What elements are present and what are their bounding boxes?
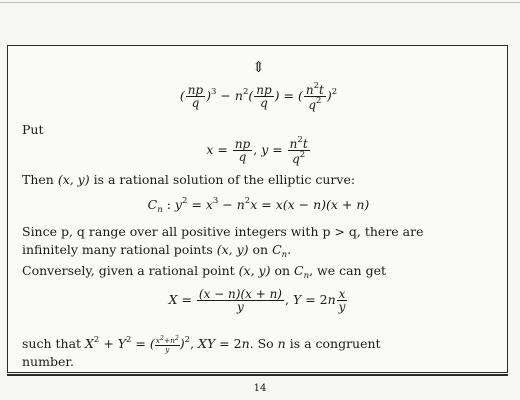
- page-number: 14: [253, 383, 267, 394]
- put-label: Put: [22, 122, 44, 137]
- then-line: Then (x, y) is a rational solution of the elliptic curve:: [22, 172, 356, 187]
- top-rule: [0, 2, 520, 3]
- equation-substitution: x = $\frac{np}{q}$ , y = $\frac{n^2t}{q^2}$: [206, 135, 308, 166]
- iff-arrow: ⇕: [252, 58, 265, 76]
- number-line: number.: [22, 354, 74, 369]
- equation-converse: X = $\frac{(x - n)(x + n)}{y}$ , Y = 2n $\frac{x}{y}$: [168, 287, 346, 314]
- equation-elliptic-curve: $C_n$ : $y^2 = x^3 - n^2x = x(x - n)(x + n)$: [147, 196, 370, 215]
- infinitely-line: infinitely many rational points (x, y) on $C_n$.: [22, 242, 292, 260]
- slide-frame: [7, 45, 508, 373]
- equation-rational-identity: ( $\frac{np}{q}$ )$^3 - n^2$( $\frac{np}{q}$ ) = ( $\frac{n^2t}{q^2}$ )$^2$: [179, 81, 338, 112]
- conversely-line: Conversely, given a rational point (x, y) on $C_n$, we can get: [22, 263, 386, 281]
- since-line: Since p, q range over all positive integers with p > q, there are: [22, 224, 424, 239]
- slide-bottom-rule: [7, 374, 508, 376]
- suchthat-line: such that $X^2 + Y^2$ = ( $\frac{x^2+n^2}{y}$ )$^2$, XY = 2n. So n is a congruent: [22, 335, 381, 354]
